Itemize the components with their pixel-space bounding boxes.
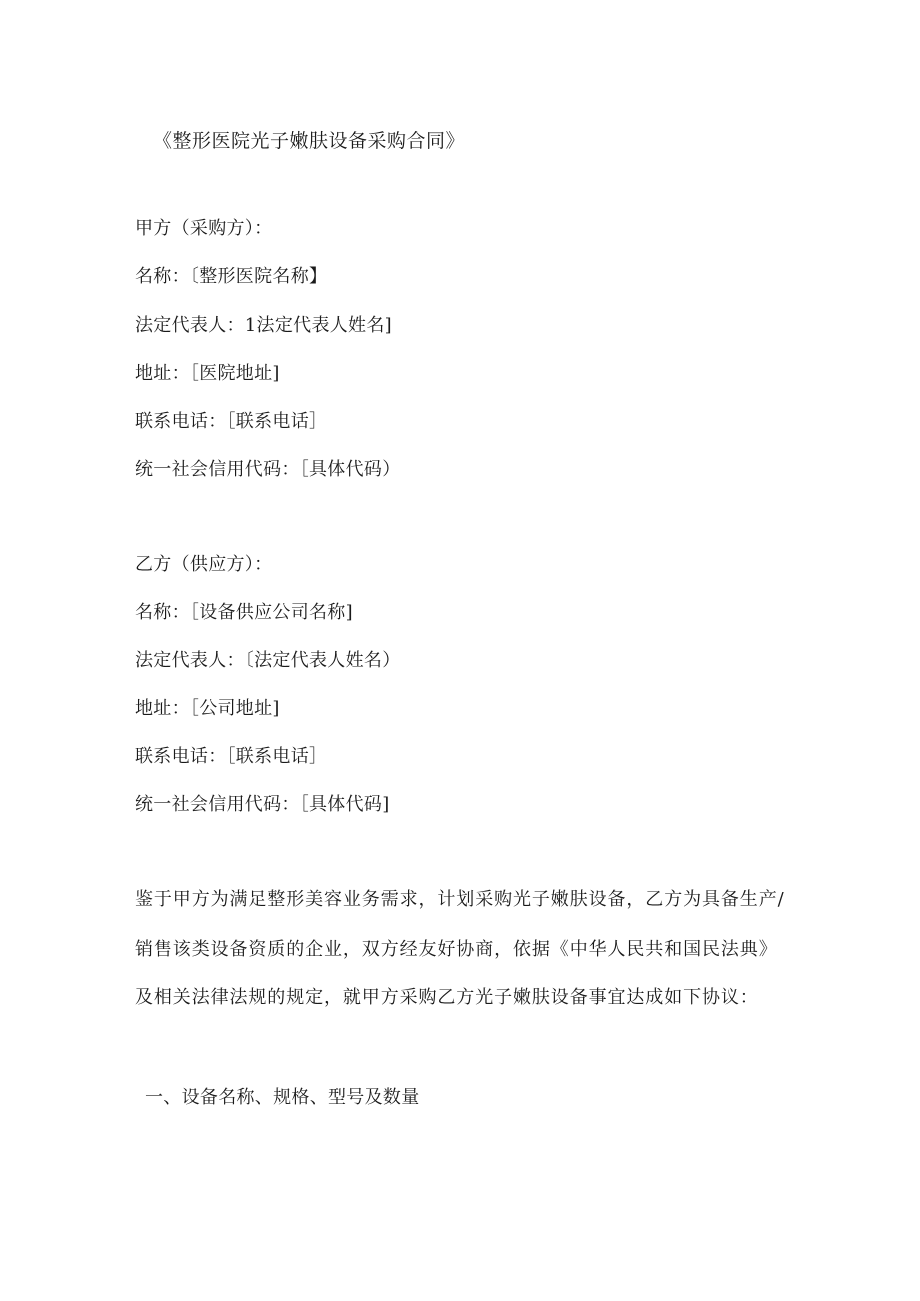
party-b-credit-code: 统一社会信用代码：［具体代码] bbox=[135, 794, 390, 815]
party-b-legal-rep: 法定代表人：〔法定代表人姓名） bbox=[135, 650, 401, 671]
party-a-phone: 联系电话：［联系电话］ bbox=[135, 411, 328, 432]
party-a-address: 地址：［医院地址] bbox=[135, 363, 280, 384]
party-a-heading: 甲方（采购方）： bbox=[135, 218, 273, 239]
party-a-name: 名称：〔整形医院名称】 bbox=[135, 266, 328, 287]
party-b-name: 名称：［设备供应公司名称] bbox=[135, 602, 353, 623]
party-b-phone: 联系电话：［联系电话］ bbox=[135, 746, 328, 767]
section-1-heading: 一、设备名称、规格、型号及数量 bbox=[145, 1087, 420, 1108]
preamble-line-3: 及相关法律法规的规定，就甲方采购乙方光子嫩肤设备事宜达成如下协议： bbox=[135, 987, 759, 1008]
party-b-address: 地址：［公司地址] bbox=[135, 698, 280, 719]
party-a-credit-code: 统一社会信用代码：［具体代码） bbox=[135, 459, 401, 480]
preamble-line-2: 销售该类设备资质的企业，双方经友好协商，依据《中华人民共和国民法典》 bbox=[135, 939, 778, 960]
party-b-heading: 乙方（供应方）： bbox=[135, 554, 273, 575]
party-a-legal-rep: 法定代表人：1法定代表人姓名] bbox=[135, 315, 392, 336]
preamble-line-1: 鉴于甲方为满足整形美容业务需求，计划采购光子嫩肤设备，乙方为具备生产/ bbox=[135, 889, 785, 910]
contract-title: 《整形医院光子嫩肤设备采购合同》 bbox=[153, 130, 466, 152]
